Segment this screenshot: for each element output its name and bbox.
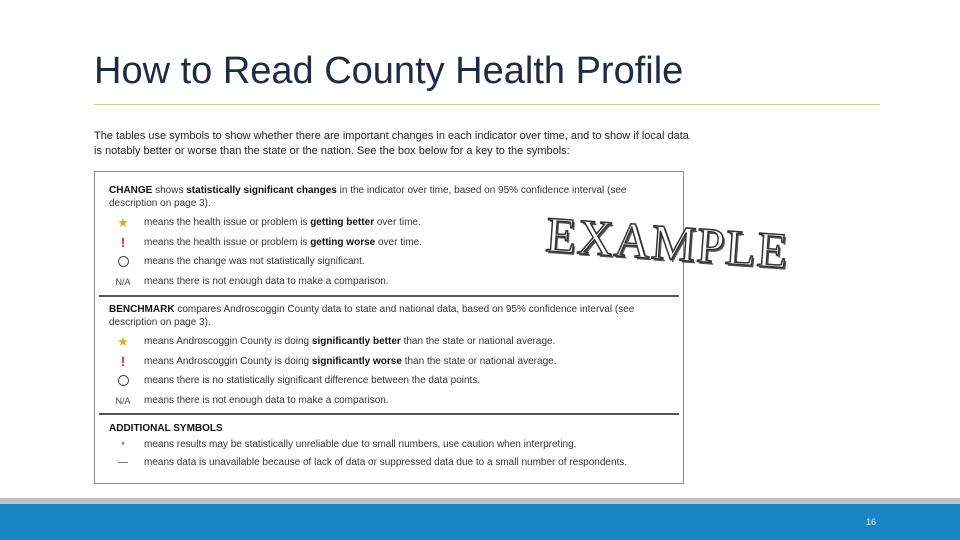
additional-row-unreliable: * means results may be statistically unreliable due to small numbers, use caution when interpreting.	[109, 437, 675, 453]
page-number: 16	[865, 517, 876, 527]
benchmark-row-no-difference: means there is no statistically significant difference between the data points.	[109, 373, 675, 389]
change-row-worse: ! means the health issue or problem is getting worse over time.	[109, 235, 675, 251]
change-row-better: ★ means the health issue or problem is getting better over time.	[109, 215, 675, 231]
benchmark-row-worse: ! means Androscoggin County is doing significantly worse than the state or national average.	[109, 354, 675, 370]
change-row-not-significant: means the change was not statistically significant.	[109, 254, 675, 270]
na-label: N/A	[115, 395, 131, 406]
exclamation-icon: !	[120, 353, 126, 369]
asterisk-icon: *	[121, 440, 125, 450]
benchmark-heading: BENCHMARK compares Androscoggin County data to state and national data, based on 95% confidence interval (see description on page 3).	[109, 304, 635, 328]
footer-bar	[0, 504, 960, 540]
additional-heading: ADDITIONAL SYMBOLS	[109, 423, 223, 434]
change-heading: CHANGE shows statistically significant changes in the indicator over time, based on 95% confidence interval (see description on page 3).	[109, 185, 627, 209]
star-icon: ★	[117, 215, 129, 230]
dash-icon: —	[118, 456, 128, 468]
star-icon: ★	[117, 334, 129, 349]
benchmark-row-na: N/A means there is not enough data to make a comparison.	[109, 393, 675, 409]
example-watermark: EXAMPLE	[544, 205, 791, 279]
title-divider	[94, 104, 880, 105]
section-divider	[99, 295, 679, 297]
section-divider	[99, 413, 679, 415]
additional-row-unavailable: — means data is unavailable because of lack of data or suppressed data due to a small number of respondents.	[109, 455, 675, 471]
circle-icon	[109, 373, 137, 389]
benchmark-row-better: ★ means Androscoggin County is doing significantly better than the state or national average.	[109, 334, 675, 350]
exclamation-icon: !	[120, 234, 126, 250]
change-row-na: N/A means there is not enough data to make a comparison.	[109, 274, 675, 290]
additional-section	[109, 423, 675, 468]
circle-icon	[109, 254, 137, 270]
slide-title: How to Read County Health Profile	[94, 50, 684, 92]
na-label: N/A	[115, 276, 131, 287]
intro-paragraph: The tables use symbols to show whether there are important changes in each indicator over time, and to show if local data is notably better or worse than the state or the nation. See the box below for a key to the symbols:	[94, 130, 689, 157]
benchmark-section	[109, 304, 675, 406]
